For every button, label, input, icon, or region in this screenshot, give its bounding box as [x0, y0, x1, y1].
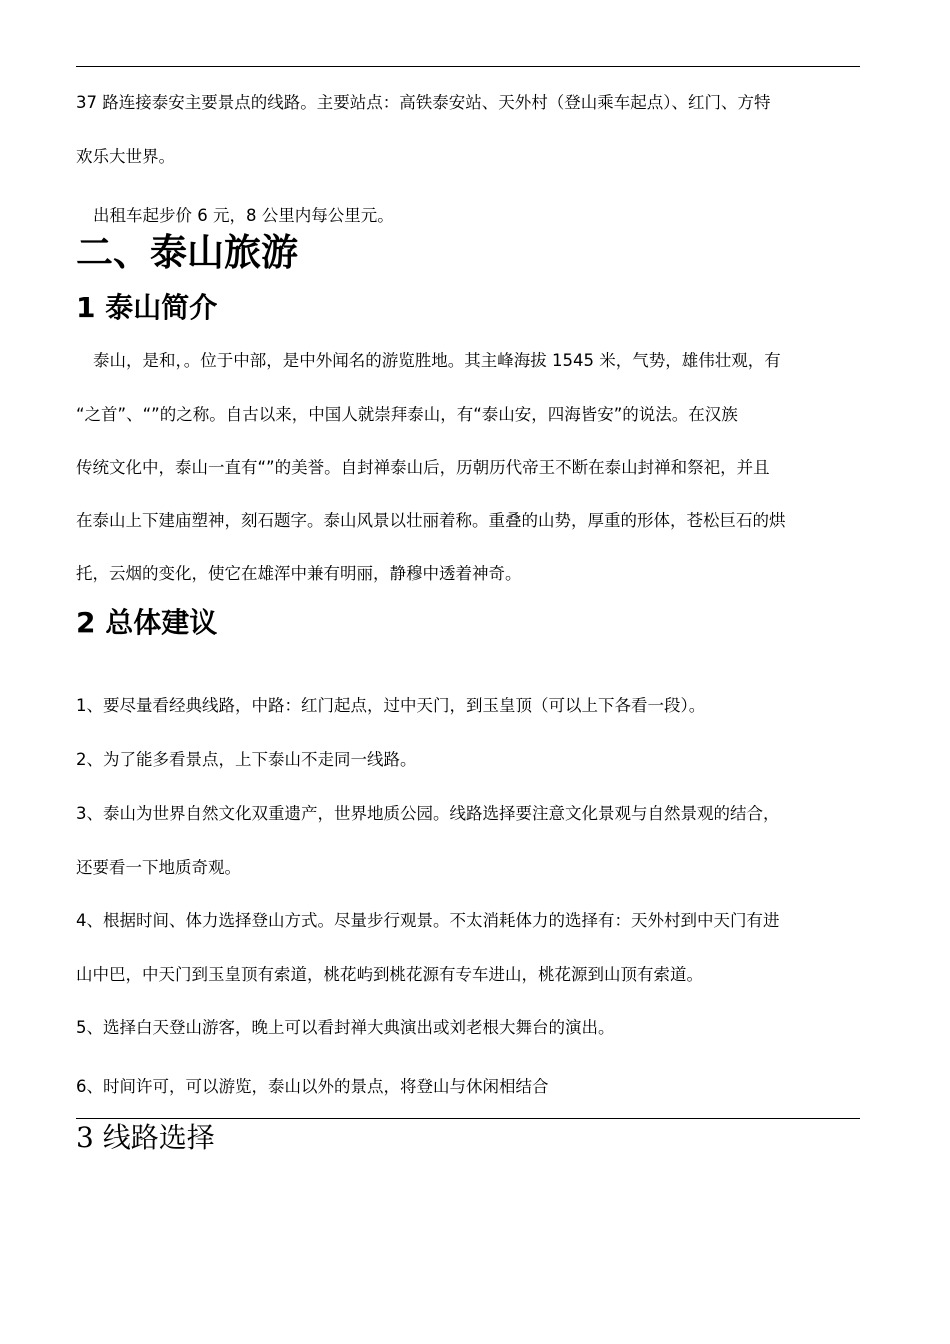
transport-paragraph-line-2: 欢乐大世界。	[76, 147, 175, 166]
intro-line: 泰山，是和，。位于中部，是中外闻名的游览胜地。其主峰海拔 1545 米，气势，雄伟壮观，有	[93, 351, 781, 370]
route-heading: 3 线路选择	[76, 1121, 215, 1154]
advice-item: 4、根据时间、体力选择登山方式。尽量步行观景。不太消耗体力的选择有：天外村到中天门有进	[76, 911, 780, 930]
section-title: 二、泰山旅游	[76, 231, 298, 274]
advice-item-continuation: 还要看一下地质奇观。	[76, 858, 241, 877]
taxi-fare-text: 出租车起步价 6 元，8 公里内每公里元。	[93, 206, 394, 225]
advice-item: 5、选择白天登山游客，晚上可以看封禅大典演出或刘老根大舞台的演出。	[76, 1018, 615, 1037]
top-divider	[76, 66, 860, 67]
intro-line: 传统文化中，泰山一直有“”的美誉。自封禅泰山后，历朝历代帝王不断在泰山封禅和祭祀，并且	[76, 458, 770, 477]
advice-item: 2、为了能多看景点，上下泰山不走同一线路。	[76, 750, 417, 769]
advice-heading: 2 总体建议	[76, 606, 218, 639]
bottom-divider	[76, 1118, 860, 1119]
advice-item: 6、时间许可，可以游览，泰山以外的景点，将登山与休闲相结合	[76, 1077, 549, 1096]
intro-line: 托，云烟的变化，使它在雄浑中兼有明丽，静穆中透着神奇。	[76, 564, 522, 583]
advice-item-continuation: 山中巴，中天门到玉皇顶有索道，桃花屿到桃花源有专车进山，桃花源到山顶有索道。	[76, 965, 703, 984]
intro-heading: 1 泰山简介	[76, 291, 218, 324]
advice-item: 1、要尽量看经典线路，中路：红门起点，过中天门，到玉皇顶（可以上下各看一段）。	[76, 696, 706, 715]
intro-line: 在泰山上下建庙塑神，刻石题字。泰山风景以壮丽着称。重叠的山势，厚重的形体，苍松巨石的烘	[76, 511, 786, 530]
transport-paragraph-line-1: 37 路连接泰安主要景点的线路。主要站点：高铁泰安站、天外村（登山乘车起点）、红门、方特	[76, 93, 771, 112]
intro-line: “之首”、“”的之称。自古以来，中国人就崇拜泰山，有“泰山安，四海皆安”的说法。在汉族	[76, 405, 738, 424]
advice-item: 3、泰山为世界自然文化双重遗产，世界地质公园。线路选择要注意文化景观与自然景观的结合，	[76, 804, 780, 823]
